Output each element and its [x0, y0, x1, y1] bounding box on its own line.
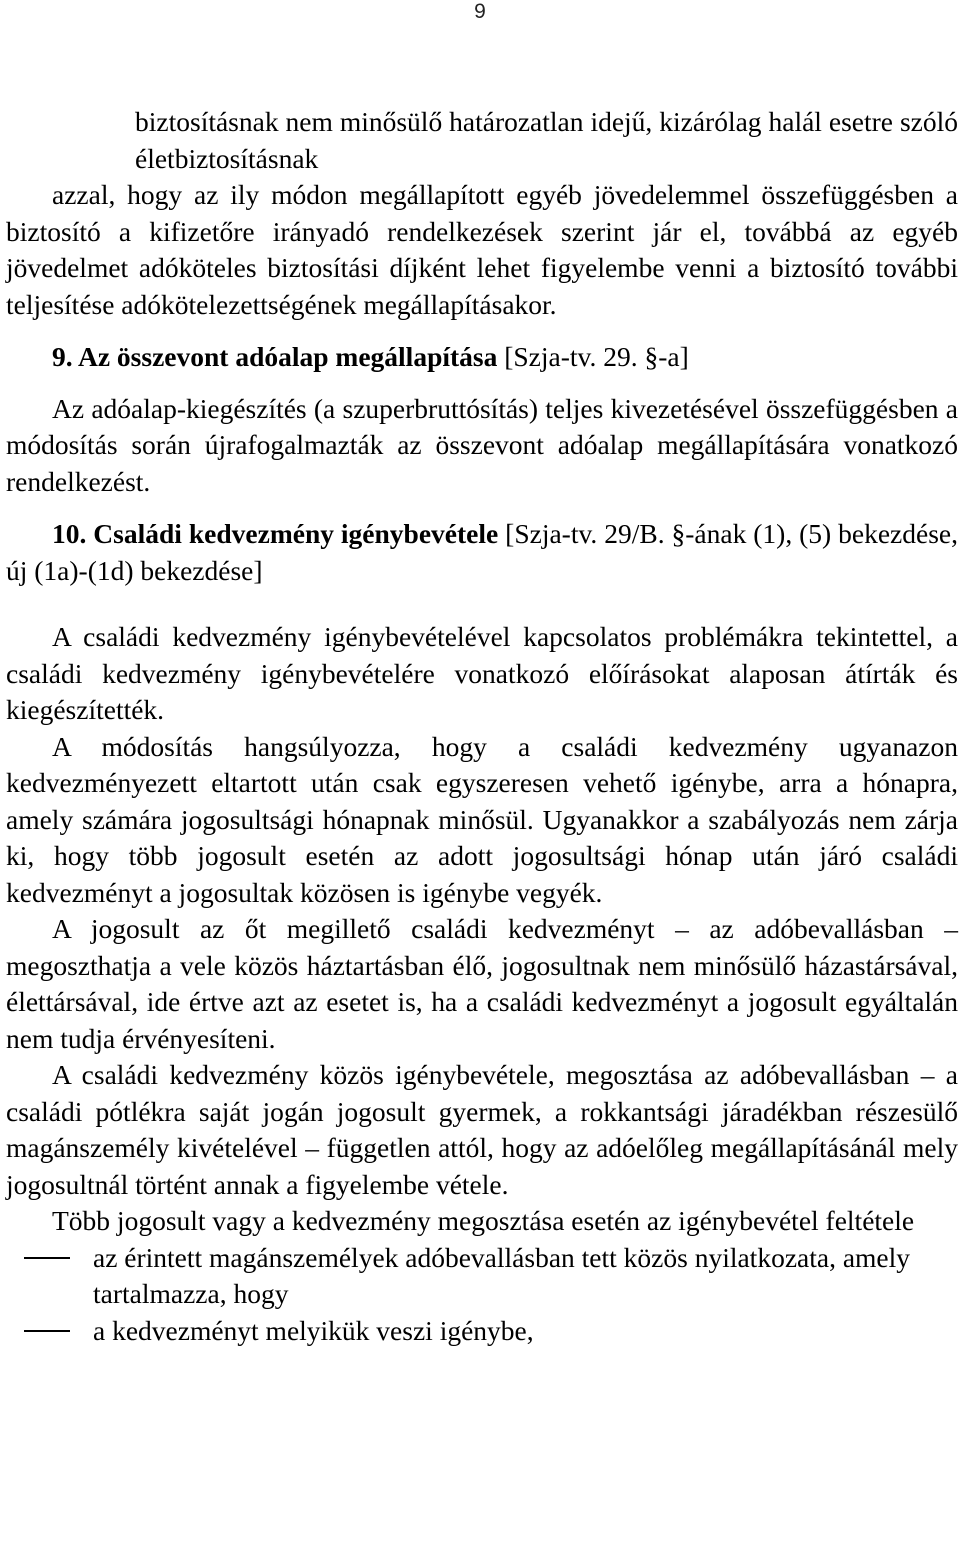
- list-item-text: a kedvezményt melyikük veszi igénybe,: [93, 1314, 534, 1346]
- paragraph: A családi kedvezmény közös igénybevétele, megosztása az adóbevallásban – a családi pótlékra saját jogán jogosult gyermek, a rokkantsági járadékban részesülő magánszemély kivételével – független attól, hogy az adóelőleg megállapításánál mely jogosultnál történt annak a figyelembe vétele.: [6, 1059, 958, 1200]
- paragraph: biztosításnak nem minősülő határozatlan idejű, kizárólag halál esetre szóló életbiztosításnak: [135, 106, 958, 174]
- paragraph: A családi kedvezmény igénybevételével kapcsolatos problémákra tekintettel, a családi kedvezmény igénybevételére vonatkozó előírásokat alaposan átírták és kiegészítették.: [6, 621, 958, 725]
- page-number: 9: [474, 0, 486, 23]
- paragraph: azzal, hogy az ily módon megállapított egyéb jövedelemmel összefüggésben a biztosító a kifizetőre irányadó rendelkezések szerint jár el, továbbá az egyéb jövedelmet adóköteles biztosítási díjként lehet figyelembe venni a biztosító további teljesítése adókötelezettségének megállapításakor.: [6, 179, 958, 320]
- paragraph: Több jogosult vagy a kedvezmény megosztása esetén az igénybevétel feltétele: [52, 1205, 915, 1236]
- document-page: [6, 104, 958, 1349]
- dash-bullet-icon: [24, 1330, 70, 1332]
- paragraph: A jogosult az őt megillető családi kedvezményt – az adóbevallásban – megoszthatja a vele közös háztartásban élő, jogosultnak nem minősülő házastársával, élettársával, ide értve azt az esetet is, ha a családi kedvezményt a jogosult egyáltalán nem tudja érvényesíteni.: [6, 913, 958, 1054]
- section-heading-reference: [Szja-tv. 29/B. §-ának (1), (5) bekezdése, új (1a)-(1d) bekezdése]: [6, 518, 958, 586]
- list-item-text: az érintett magánszemélyek adóbevallásban tett közös nyilatkozata, amely tartalmazza, hogy: [93, 1241, 911, 1309]
- paragraph: A módosítás hangsúlyozza, hogy a családi kedvezmény ugyanazon kedvezményezett eltartott után csak egyszeresen vehető igénybe, arra a hónapra, amely számára jogosultsági hónapnak minősül. Ugyanakkor a szabályozás nem zárja ki, hogy több jogosult esetén az adott jogosultsági hónap után járó családi kedvezményt a jogosultak közösen is igénybe vegyék.: [6, 730, 958, 908]
- list-item: [6, 1313, 958, 1350]
- section-heading-title: 9. Az összevont adóalap megállapítása: [52, 341, 498, 372]
- section-heading-10: [6, 516, 958, 589]
- section-heading-9: [6, 339, 958, 376]
- section-heading-reference: [Szja-tv. 29. §-a]: [497, 341, 689, 372]
- paragraph: Az adóalap-kiegészítés (a szuperbruttósítás) teljes kivezetésével összefüggésben a módosítás során újrafogalmazták az összevont adóalap megállapítására vonatkozó rendelkezést.: [6, 392, 958, 497]
- list-item: [6, 1240, 958, 1313]
- section-heading-title: 10. Családi kedvezmény igénybevétele: [52, 518, 499, 549]
- condition-list: [6, 1240, 958, 1350]
- dash-bullet-icon: [24, 1257, 70, 1259]
